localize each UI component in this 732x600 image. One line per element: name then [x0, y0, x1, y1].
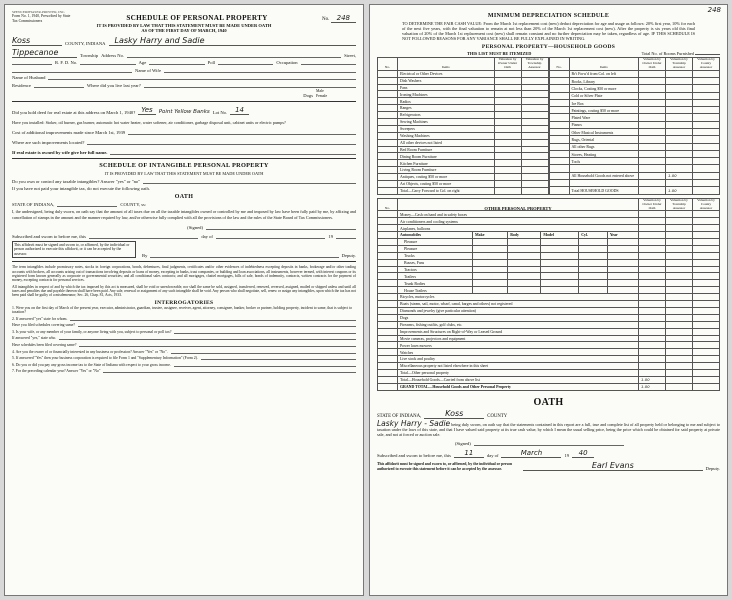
- left-oath-title: OATH: [174, 193, 194, 200]
- right-oath-text: being duly sworn, on oath say that the statements contained in this report are a full, true and complete list of all property held or belonging to me and subject to taxation under the laws of this state, and that I have valued said property at its true cash value, by which I mean the usual selling price, being the price which could be obtained for said property at private sale, and not at forced or auction sale.: [377, 422, 720, 438]
- interrogatory-item: If answered "yes," state who.: [12, 334, 356, 340]
- township-handwritten: Tippecanoe: [12, 48, 77, 58]
- page-corner-number: 248: [707, 6, 721, 14]
- county-handwritten: Koss: [12, 36, 62, 46]
- other-property-row: Live stock and poultry: [378, 356, 720, 363]
- right-deputy-label: Deputy.: [705, 466, 720, 472]
- other-property-row: Diamonds and jewelry (give particular attention): [378, 307, 720, 314]
- household-table-right: No. Items Valuation by Owner Under Oath Valuation by Township Assessor Valuation by County Assessor Br't Forw'd from Col. on left Books, Library Clocks, Costing $50 or more Cold or Silver Plate Ice Box Paintings, costing $50 or more Plated Ware Pianos Other Musical Instruments Rugs, Oriental All other Rugs Stoves, Heating Tools All Household Goods not entered above 1.00 Total HOUSEHOLD GOODS 1.00: [549, 57, 721, 195]
- interrogatory-item: 1. Were you on the first day of March of the present year, executor, administrator, guardian, trustee, assignee, receiver, agent, attorney, consignee, banker, broker or partner, holding property, incident to same, that is subject to taxation?: [12, 306, 353, 315]
- intangible-definition: The term intangibles include promissory notes, stocks in foreign corporations, bonds, debentures, final judgments, certificates and/or other evidences of indebtedness excepting deposits in banks, brokerage and/or other trading accounts with brokers, all accounts arising out of transactions involving deposits or loans of money, excepting in banks, trust companies, or building and loan associations, all instruments, however termed, with interest coupons or its registered form known generally as corporate or governmental securities; and all conditional sales contracts; and all mortgages, chattel mortgages, bills of sale, bonds of indemnity, contracts, written contracts for the payment of money, excepting contracts for personal services.: [12, 265, 356, 283]
- household-value: 1.00: [668, 173, 677, 179]
- other-property-row: Pleasure: [378, 239, 720, 246]
- household-row: Cold or Silver Plate: [549, 92, 720, 99]
- itemized-label: THIS LIST MUST BE ITEMIZED: [467, 51, 532, 56]
- right-subscribed-label: Subscribed and sworn to before me, this: [377, 453, 451, 459]
- age-label: Age: [138, 60, 147, 66]
- schedule-title: SCHEDULE OF PERSONAL PROPERTY: [126, 14, 268, 22]
- household-title: PERSONAL PROPERTY—HOUSEHOLD GOODS: [481, 44, 616, 50]
- right-day-of: day of: [486, 453, 499, 459]
- household-row: Plated Ware: [549, 114, 720, 121]
- right-signed-label: (Signed): [455, 441, 471, 447]
- township-label: Township: [80, 52, 99, 58]
- left-county-ss: COUNTY, ss:: [120, 202, 147, 208]
- lot-label: Lot No.: [212, 110, 228, 116]
- household-row: Electrical or Other Devices: [378, 70, 549, 77]
- occupation-label: Occupation: [276, 60, 298, 66]
- rfd-label: R. F. D. No.: [55, 60, 78, 66]
- left-year: 19: [328, 233, 334, 239]
- min-depreciation-text: TO DETERMINE THE FAIR CASH VALUE: From the March 1st replacement cost (new) deduct depreciation for age and usage as follows: 20% first year, 10% for each of the next five years, with the final valuation to remain at not less than 20% of the March 1st replacement cost (new). After the property is six years old this final valuation of 20% of the March 1st replacement cost (new) shall remain constant and no further depreciation may be taken, regardless of age. IF THIS SCHEDULE IS NOT FOLLOWED REASONS FOR ANY VARIANCE SHALL BE FULLY EXPLAINED IN WRITING.: [402, 21, 695, 41]
- dogs-female-label: Female: [316, 93, 328, 98]
- interrogatories-title: INTERROGATORIES: [154, 299, 214, 306]
- rooms-label: Total No. of Rooms Furnished: [642, 51, 720, 56]
- poll-label: Poll: [207, 60, 216, 66]
- installed-question: Have you installed: Stoker, oil burner, gas burner, automatic hot water heater, water softener, air conditioner, garbage disposal unit, cabinet units or electric pumps?: [12, 120, 286, 126]
- husband-name-label: Name of Husband: [12, 75, 46, 81]
- household-row: Total HOUSEHOLD GOODS 1.00: [549, 187, 720, 195]
- divider: [12, 101, 356, 102]
- other-property-row: Improvements and Structures on Right-of-Way or Leased Ground: [378, 328, 720, 335]
- dogs-label: Dogs: [303, 93, 313, 99]
- household-row: Paintings, costing $50 or more: [549, 107, 720, 114]
- household-row: Sweepers: [378, 125, 549, 132]
- cost-question: Cost of additional improvements made since March 1st, 1939: [12, 130, 126, 136]
- where-lived-label: Where did you live last year?: [86, 82, 141, 88]
- interrogatory-item: 3. Is your wife, or any member of your family, or anyone living with you, subject to personal or poll tax?: [12, 328, 356, 334]
- household-row: Dish Washers: [378, 77, 549, 84]
- left-state-label: STATE OF INDIANA,: [12, 202, 55, 208]
- other-property-row: Money—Cash on hand and in safety boxes: [378, 211, 720, 218]
- where-question: Where are such improvements located?: [12, 140, 85, 146]
- address-field: [127, 52, 341, 58]
- schedule-number: No. 248: [322, 14, 356, 22]
- household-row: Kitchen Furniture: [378, 160, 549, 167]
- other-property-row: Dogs: [378, 314, 720, 321]
- household-row: Refrigerators: [378, 112, 549, 119]
- other-property-row: GRAND TOTAL—Household Goods and Other Personal Property 1.00: [378, 383, 720, 390]
- interrogatory-item: 7. For the preceding calendar year? Answer "Yes" or "No": [12, 367, 356, 373]
- other-property-row: Bicycles, motorcycles: [378, 294, 720, 301]
- household-row: Clocks, Costing $50 or more: [549, 85, 720, 92]
- other-property-row: Boats (steam, sail, motor, wharf, canal, barges and others) not registered: [378, 301, 720, 308]
- household-row: Bed Room Furniture: [378, 146, 549, 153]
- right-county-label: COUNTY: [487, 414, 508, 420]
- other-property-row: Trucks: [378, 252, 720, 259]
- not-paid-note: If you have not paid your intangible tax, do not execute the following oath.: [12, 185, 150, 191]
- street-label: Street,: [344, 52, 356, 58]
- printer-mark: SPENCERPHASER-PRINTER, INC.: [12, 10, 66, 14]
- real-estate-answer: Yes: [138, 106, 155, 115]
- other-property-row: Power lawn mowers: [378, 342, 720, 349]
- household-row: Ice Box: [549, 99, 720, 106]
- interrogatories-list: [12, 306, 356, 373]
- household-row: Br't Forw'd from Col. on left: [549, 70, 720, 77]
- wife-owned-question: If real estate is owned by wife give her full name.: [12, 150, 108, 156]
- left-by-label: By: [142, 253, 148, 259]
- other-property-row: Trailers: [378, 273, 720, 280]
- other-property-table: No. OTHER PERSONAL PROPERTY Valuation by Owner Under Oath Valuation by Township Assessor Valuation by County Assessor Money—Cash on hand and in safety boxes Air conditioners and cooling systems Airplanes, balloons Automobiles Make Body Model Cyl. Year Pleasure Pleasure Trucks Busses, Fans Tractors Trailers Trunk Bodies House Trailers Bicycles, motorcycles Boats (steam, sail, motor, wharf, canal, barges and others) not registered Diamonds and jewelry (give particular attention) Dogs Firearms, fishing outfits, golf clubs, etc. Improvements and Structures on Right-of-Way or Leased Ground Movie cameras, projectors and equipment Power lawn mowers Watches Live stock and poultry Miscellaneous property not listed elsewhere in this sheet Total—Other personal property Total—Household Goods—Carried from above list 1.00 GRAND TOTAL—Household Goods and Other Personal Property 1.00: [377, 198, 720, 391]
- form-number: Form No. 1, 1940, Prescribed by State Tax Commissioners: [12, 14, 71, 23]
- schedule-page-left: [4, 4, 364, 596]
- county-label: COUNTY, INDIANA: [65, 41, 106, 47]
- household-row: Stoves, Heating: [549, 150, 720, 157]
- household-row: Ranges: [378, 105, 549, 112]
- residence-label: Residence: [12, 82, 31, 88]
- as-of-date: AS OF THE FIRST DAY OF MARCH, 1940: [141, 28, 227, 34]
- household-row: Ironing Machines: [378, 91, 549, 98]
- left-signed-label: (Signed): [187, 224, 203, 230]
- other-property-row: Air conditioners and cooling systems: [378, 218, 720, 225]
- min-depreciation-title: MINIMUM DEPRECIATION SCHEDULE: [487, 13, 610, 19]
- right-state-label: STATE OF INDIANA,: [377, 414, 422, 420]
- household-row: All other devices not listed: [378, 139, 549, 146]
- other-property-row: Airplanes, balloons: [378, 225, 720, 232]
- household-row: All Household Goods not entered above 1.00: [549, 172, 720, 179]
- lot-number: 14: [230, 106, 249, 115]
- household-row: Rugs, Oriental: [549, 136, 720, 143]
- total-household-value: 1.00: [641, 377, 650, 383]
- household-row: All other Rugs: [549, 143, 720, 150]
- household-row: Sewing Machines: [378, 118, 549, 125]
- household-row: Pianos: [549, 121, 720, 128]
- household-row: Art Objects, costing $50 or more: [378, 180, 549, 187]
- right-county-handwritten: Koss: [424, 409, 484, 419]
- other-property-row: Movie cameras, projectors and equipment: [378, 335, 720, 342]
- real-estate-question: Did you hold deed for real estate at this address on March 1, 1940?: [12, 110, 136, 116]
- schedule-number-value: 248: [331, 14, 356, 23]
- other-property-row: Total—Household Goods—Carried from above list 1.00: [378, 376, 720, 383]
- household-row: [549, 165, 720, 172]
- other-property-row: House Trailers: [378, 287, 720, 294]
- interrogatory-item: 4. Are you the owner of or financially interested in any business or profession? Answer "Yes" or "No".: [12, 348, 356, 354]
- household-total-value: 1.00: [668, 188, 677, 194]
- household-row: Washing Machines: [378, 132, 549, 139]
- wife-name-label: Name of Wife: [135, 67, 162, 73]
- right-year-handwritten: 40: [572, 449, 594, 458]
- other-property-row: Pleasure: [378, 245, 720, 252]
- household-row: Antiques, costing $50 or more: [378, 174, 549, 181]
- other-property-row: Tractors: [378, 266, 720, 273]
- left-subscribed-label: Subscribed and sworn to before me, this: [12, 233, 86, 239]
- left-day-of: day of: [201, 233, 213, 239]
- other-property-row: Firearms, fishing outfits, golf clubs, etc.: [378, 321, 720, 328]
- other-property-row: Trunk Bodies: [378, 280, 720, 287]
- right-owner-handwritten: Lasky Harry - Sadie: [377, 419, 451, 429]
- household-row: Radios: [378, 98, 549, 105]
- household-row: Living Room Furniture: [378, 167, 549, 174]
- household-row: Tools: [549, 158, 720, 165]
- household-row: Fans: [378, 84, 549, 91]
- other-property-row: Busses, Fans: [378, 259, 720, 266]
- other-property-row: Watches: [378, 349, 720, 356]
- other-property-row: Miscellaneous property not listed elsewhere in this sheet: [378, 363, 720, 370]
- intangible-title: SCHEDULE OF INTANGIBLE PERSONAL PROPERTY: [99, 162, 269, 170]
- oath-requirement: IT IS PROVIDED BY LAW THAT THIS STATEMENT MUST BE MADE UNDER OATH: [96, 23, 272, 29]
- right-month-handwritten: March: [501, 449, 561, 458]
- own-intangible-question: Do you own or control any taxable intangibles? Answer "yes" or "no": [12, 179, 141, 185]
- household-row: Books, Library: [549, 78, 720, 85]
- left-affidavit-note: This affidavit must be signed and sworn to, or affirmed, by the individual or person authorized to execute this affidavit, or it can be accepted by the assessor.: [12, 241, 136, 259]
- grand-total-value: 1.00: [641, 384, 650, 390]
- household-row: Other Musical Instruments: [549, 128, 720, 135]
- other-property-row: Total—Other personal property: [378, 369, 720, 376]
- schedule-page-right: [369, 4, 728, 596]
- interrogatory-item: Have you filed schedules covering same?: [12, 321, 356, 327]
- intangible-definition-2: All intangibles in respect of and by which the tax imposed by this act is measured, shall be void or unenforceable, nor shall the same be sold, assigned, transferred, renewed, reversed, assigned, mailed or shipped unless and until all taxes and penalties due and payable thereon shall have been paid. Any sale, renewal or assignment of any such intangible shall be void. Any person who shall negotiate, sell, renew or assign any intangibles, upon which the tax has not been paid shall be guilty of a misdemeanor; Sec. 26, Chap. 81, Acts, 1933.: [12, 284, 356, 298]
- right-day-handwritten: 11: [454, 449, 484, 458]
- assessor-signature: Earl Evans: [523, 461, 703, 471]
- household-row: Dining Room Furniture: [378, 153, 549, 160]
- right-oath-title: OATH: [533, 396, 564, 408]
- right-affidavit-note: This affidavit must be signed and sworn to, or affirmed, by the individual or person authorized to execute this statement before it can be accepted by the assessor.: [377, 461, 513, 471]
- interrogatory-item: Have schedules been filed covering same?: [12, 341, 356, 347]
- household-row: Total—Carry Forward to Col. on right: [378, 187, 549, 194]
- left-deputy-label: Deputy.: [341, 253, 356, 259]
- right-year-label: 19: [564, 453, 570, 459]
- intangible-oath-line: IT IS PROVIDED BY LAW THAT THIS STATEMENT MUST BE MADE UNDER OATH: [104, 171, 264, 177]
- interrogatory-item: 5. If answered "Yes" then your business corporation is required to file Form 1 and "Supplementary Information" (Form 2).: [12, 354, 356, 360]
- left-oath-text: I, the undersigned, being duly sworn, on oath say that the amount of all taxes due on all the taxable intangibles owned or controlled by me and imposed by law have been fully paid by me, by affixing and cancellation of stamps in the amount and the manner required by law, and/or otherwise fully complied with all the provisions of the law and the rules of the State Board of Tax Commissioners.: [12, 209, 356, 220]
- interrogatory-item: 6. Do you or did you pay any gross income tax to the State of Indiana with respect to your gross income.: [12, 361, 356, 367]
- household-table-left: No. Items Valuation by Owner Under Oath Valuation by Township Assessor Electrical or Other Devices Dish Washers Fans Ironing Machines Radios Ranges Refrigerators Sewing Machines Sweepers Washing Machines All other devices not listed Bed Room Furniture Dining Room Furniture Kitchen Furniture Living Room Furniture Antiques, costing $50 or more Art Objects, costing $50 or more Total—Carry Forward to Col. on right: [377, 57, 549, 195]
- address-label: Address No.: [101, 52, 125, 58]
- household-row: [549, 179, 720, 186]
- interrogatory-item: 2. If answered "yes" state for whom.: [12, 315, 356, 321]
- other-property-row: Automobiles Make Body Model Cyl. Year: [378, 232, 720, 239]
- dogs-male-label: Male: [316, 89, 324, 94]
- owner-name-handwritten: Lasky Harry and Sadie: [109, 36, 357, 46]
- real-estate-location: Point Yellow Banks: [158, 109, 210, 116]
